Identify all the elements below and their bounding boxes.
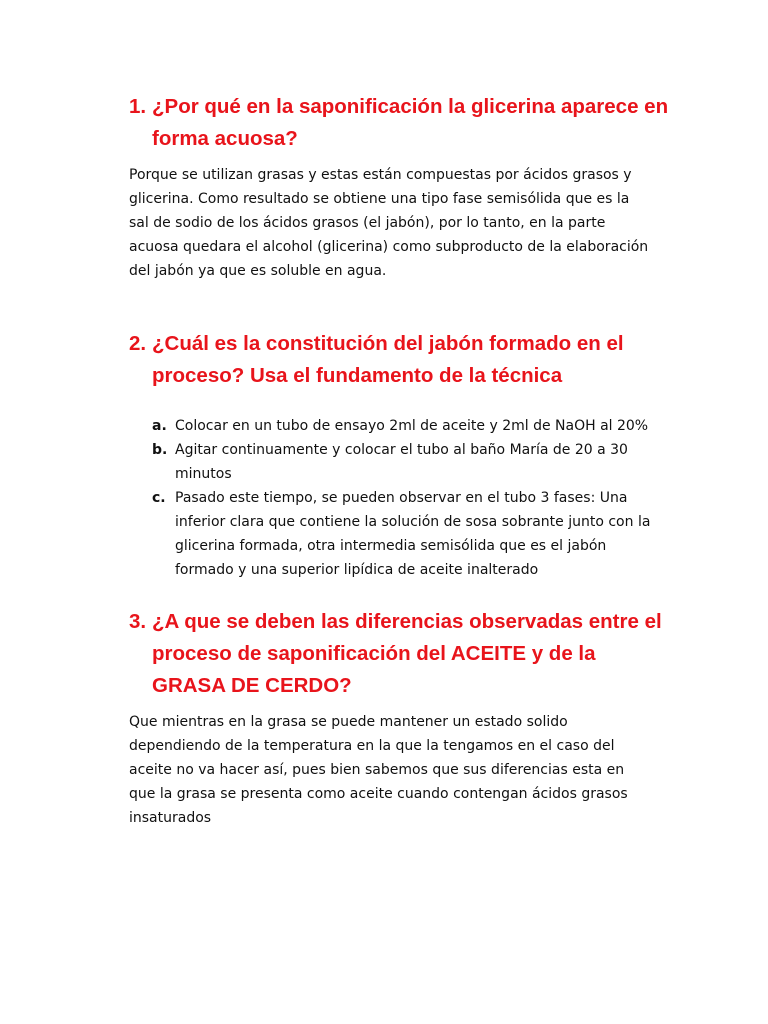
answer-1-paragraph: Porque se utilizan grasas y estas están compuestas por ácidos grasos y glicerina. Como resultado se obtiene una tipo fase semisólida que es la sal de sodio de los ácidos grasos (el jabón), por lo tanto, en la parte acuosa quedara el alcohol (glicerina) como subproducto de la elaboración del jabón ya que es soluble en agua. [129, 167, 649, 279]
question-2-text: ¿Cuál es la constitución del jabón formado en el proceso? Usa el fundamento de la técnica [152, 332, 624, 387]
question-3-number: 3. [129, 610, 147, 633]
question-3-heading [129, 606, 669, 702]
step-item-c [152, 486, 662, 582]
step-marker-b: b. [152, 442, 168, 458]
question-2-number: 2. [129, 332, 147, 355]
answer-3-paragraph: Que mientras en la grasa se puede mantener un estado solido dependiendo de la temperatura en la que la tengamos en el caso del aceite no va hacer así, pues bien sabemos que sus diferencias esta en que la grasa se presenta como aceite cuando contengan ácidos grasos insaturados [129, 714, 628, 826]
step-text-a: Colocar en un tubo de ensayo 2ml de aceite y 2ml de NaOH al 20% [175, 418, 649, 434]
step-text-c: Pasado este tiempo, se pueden observar en el tubo 3 fases: Una inferior clara que contiene la solución de sosa sobrante junto con la glicerina formada, otra intermedia semisólida que es el jabón formado y una superior lipídica de aceite inalterado [175, 490, 651, 578]
step-text-b: Agitar continuamente y colocar el tubo al baño María de 20 a 30 minutos [175, 442, 628, 482]
step-marker-a: a. [152, 418, 167, 434]
step-item-b [152, 438, 662, 486]
question-2-heading [129, 328, 669, 392]
question-1-number: 1. [129, 95, 147, 118]
step-marker-c: c. [152, 490, 166, 506]
question-1-text: ¿Por qué en la saponificación la glicerina aparece en forma acuosa? [152, 95, 669, 150]
question-3-text: ¿A que se deben las diferencias observadas entre el proceso de saponificación del ACEITE y de la GRASA DE CERDO? [152, 610, 662, 697]
step-item-a [152, 414, 662, 438]
technique-steps-list [152, 414, 662, 582]
question-1-heading [129, 91, 669, 155]
